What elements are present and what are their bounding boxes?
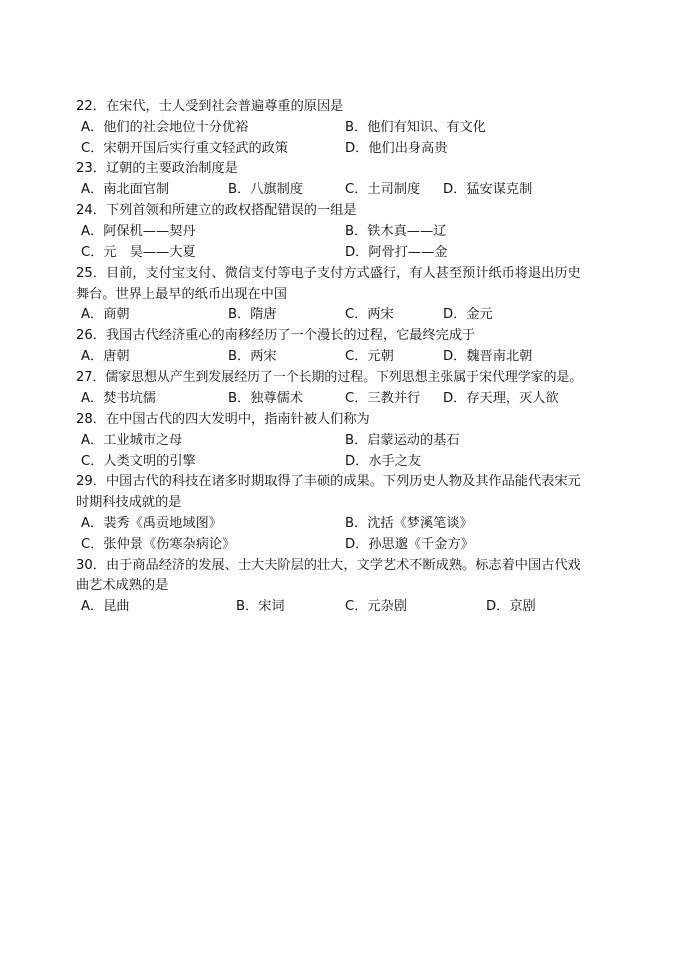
q28-option-b: B．启蒙运动的基石 bbox=[345, 433, 460, 448]
q30-option-a: A．昆曲 bbox=[81, 599, 130, 614]
q26-option-d: D．魏晋南北朝 bbox=[443, 349, 533, 364]
q24-option-b: B．铁木真——辽 bbox=[345, 224, 447, 239]
q23-option-d: D．猛安谋克制 bbox=[443, 182, 533, 197]
q26-option-a: A．唐朝 bbox=[81, 349, 130, 364]
q24-option-d: D．阿骨打——金 bbox=[345, 245, 448, 260]
question-26-stem: 26．我国古代经济重心的南移经历了一个漫长的过程，它最终完成于 bbox=[76, 328, 476, 343]
q27-option-b: B．独尊儒术 bbox=[228, 391, 303, 406]
question-30-stem-line-1: 30．由于商品经济的发展、士大夫阶层的壮大，文学艺术不断成熟。标志着中国古代戏 bbox=[76, 558, 581, 573]
q25-option-c: C．两宋 bbox=[345, 307, 394, 322]
question-25-stem-line-2: 舞台。世界上最早的纸币出现在中国 bbox=[76, 287, 287, 302]
question-22-stem: 22．在宋代，士人受到社会普遍尊重的原因是 bbox=[76, 99, 344, 114]
q25-option-a: A．商朝 bbox=[81, 307, 130, 322]
q27-option-a: A．焚书坑儒 bbox=[81, 391, 156, 406]
q23-option-c: C．土司制度 bbox=[345, 182, 421, 197]
q24-option-c: C．元 昊——大夏 bbox=[81, 245, 196, 260]
q29-option-a: A．裴秀《禹贡地域图》 bbox=[81, 516, 222, 531]
q30-option-c: C．元杂剧 bbox=[345, 599, 407, 614]
q29-option-d: D．孙思邈《千金方》 bbox=[345, 537, 474, 552]
q26-option-c: C．元朝 bbox=[345, 349, 394, 364]
question-23-stem: 23．辽朝的主要政治制度是 bbox=[76, 161, 238, 176]
q22-option-b: B．他们有知识、有文化 bbox=[345, 120, 486, 135]
q22-option-d: D．他们出身高贵 bbox=[345, 141, 448, 156]
question-28-stem: 28．在中国古代的四大发明中，指南针被人们称为 bbox=[76, 412, 370, 427]
q30-option-b: B．宋词 bbox=[236, 599, 285, 614]
q29-option-c: C．张仲景《伤寒杂病论》 bbox=[81, 537, 236, 552]
question-27-stem: 27．儒家思想从产生到发展经历了一个长期的过程。下列思想主张属于宋代理学家的是。 bbox=[76, 370, 583, 385]
q28-option-c: C．人类文明的引擎 bbox=[81, 454, 196, 469]
q27-option-d: D．存天理，灭人欲 bbox=[443, 391, 559, 406]
q30-option-d: D．京剧 bbox=[486, 599, 536, 614]
q24-option-a: A．阿保机——契丹 bbox=[81, 224, 196, 239]
q29-option-b: B．沈括《梦溪笔谈》 bbox=[345, 516, 473, 531]
q28-option-d: D．水手之友 bbox=[345, 454, 422, 469]
question-29-stem-line-2: 时期科技成就的是 bbox=[76, 495, 182, 510]
question-24-stem: 24．下列首领和所建立的政权搭配错误的一组是 bbox=[76, 203, 357, 218]
q27-option-c: C．三教并行 bbox=[345, 391, 421, 406]
question-29-stem-line-1: 29．中国古代的科技在诸多时期取得了丰硕的成果。下列历史人物及其作品能代表宋元 bbox=[76, 474, 581, 489]
question-30-stem-line-2: 曲艺术成熟的是 bbox=[76, 578, 169, 593]
q22-option-a: A．他们的社会地位十分优裕 bbox=[81, 120, 249, 135]
q25-option-d: D．金元 bbox=[443, 307, 493, 322]
q25-option-b: B．隋唐 bbox=[228, 307, 277, 322]
q22-option-c: C．宋朝开国后实行重文轻武的政策 bbox=[81, 141, 289, 156]
q28-option-a: A．工业城市之母 bbox=[81, 433, 183, 448]
question-25-stem-line-1: 25．目前，支付宝支付、微信支付等电子支付方式盛行，有人甚至预计纸币将退出历史 bbox=[76, 266, 581, 281]
q23-option-b: B．八旗制度 bbox=[228, 182, 303, 197]
q23-option-a: A．南北面官制 bbox=[81, 182, 170, 197]
q26-option-b: B．两宋 bbox=[228, 349, 277, 364]
